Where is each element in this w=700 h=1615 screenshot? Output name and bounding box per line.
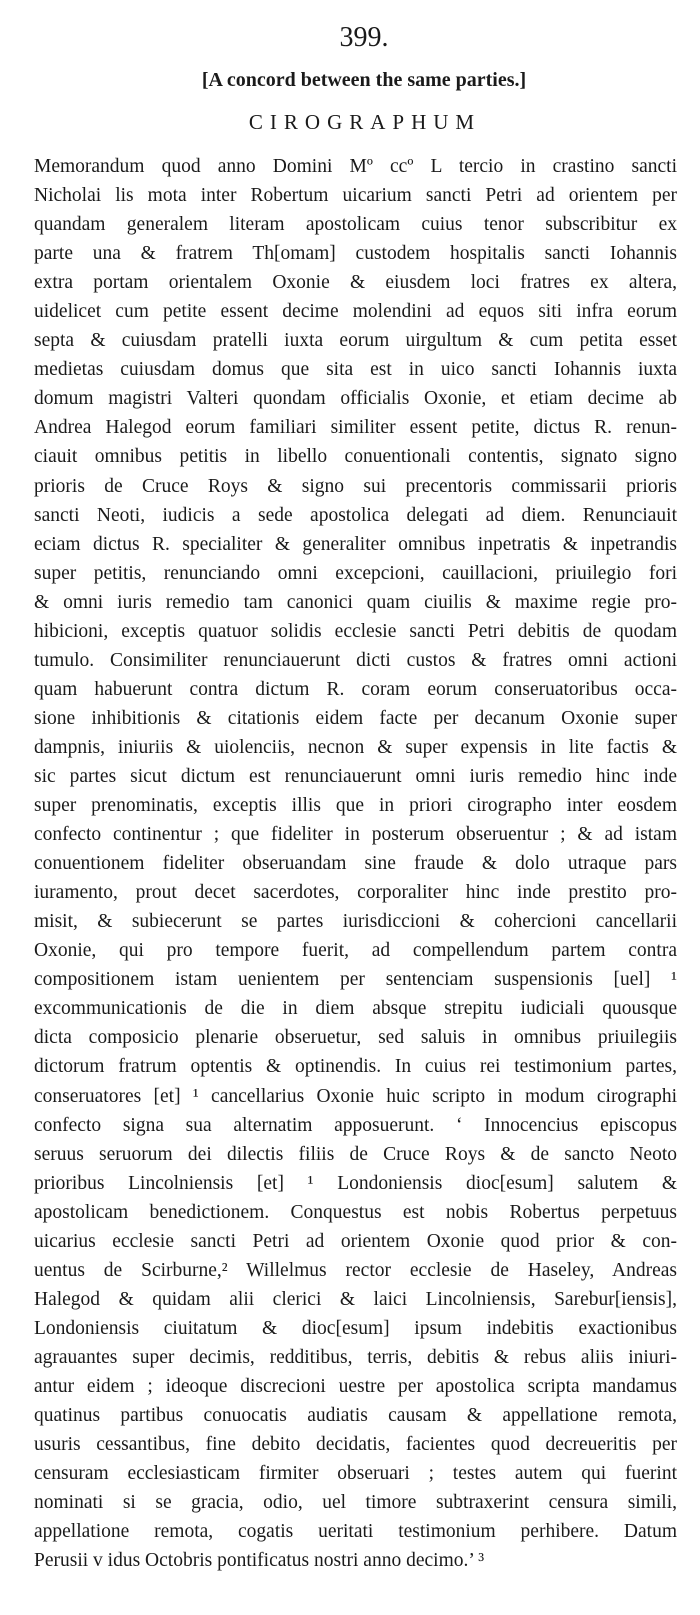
body-line: Perusii v idus Octobris pontificatus nostri anno decimo.’ ³: [34, 1550, 485, 1572]
body-line: Londoniensis ciuitatum & dioc[esum] ipsum indebitis exactionibus: [34, 1317, 677, 1339]
body-line: uidelicet cum petite essent decime molendini ad equos siti infra eorum: [34, 301, 677, 323]
body-line: Memorandum quod anno Domini Mº ccº L tercio in crastino sancti: [34, 156, 677, 177]
document-number: 399.: [339, 22, 389, 53]
document-heading: [A concord between the same parties.]: [201, 69, 527, 91]
body-line: conuentionem fideliter obseruandam sine fraude & dolo utraque pars: [34, 853, 677, 875]
body-line: usuris cessantibus, fine debito decidatis, facientes quod decreueritis per: [34, 1434, 677, 1456]
body-line: Halegod & quidam alii clerici & laici Lincolniensis, Sarebur[iensis],: [34, 1288, 677, 1310]
body-line: parte una & fratrem Th[omam] custodem hospitalis sancti Iohannis: [34, 243, 677, 265]
body-line: sancti Neoti, iudicis a sede apostolica delegati ad diem. Renunciauit: [34, 504, 677, 526]
body-line: tumulo. Consimiliter renunciauerunt dicti custos & fratres omni actioni: [34, 649, 677, 671]
body-line: ciauit omnibus petitis in libello conuentionali contentis, signato signo: [34, 446, 677, 468]
body-line: Andrea Halegod eorum familiari similiter essent petite, dictus R. renun-: [34, 417, 677, 439]
body-line: quam habuerunt contra dictum R. coram eorum conseruatoribus occa-: [34, 678, 677, 700]
body-line: super petitis, renunciando omni excepcioni, cauillacioni, priuilegio fori: [34, 562, 677, 584]
body-line: medietas cuiusdam domus que sita est in uico sancti Iohannis iuxta: [34, 359, 677, 381]
body-line: dampnis, iniuriis & uiolenciis, necnon & super expensis in lite factis &: [34, 736, 677, 758]
document-subheading: CIROGRAPHUM: [248, 110, 482, 134]
body-line: conseruatores [et] ¹ cancellarius Oxonie huic scripto in modum cirographi: [34, 1085, 677, 1107]
body-line: eciam dictus R. specialiter & generaliter omnibus inpetratis & inpetrandis: [34, 533, 677, 555]
body-line: iuramento, prout decet sacerdotes, corporaliter hinc inde prestito pro-: [34, 882, 677, 904]
body-line: dicta composicio plenarie obseruetur, sed saluis in omnibus priuilegiis: [34, 1027, 677, 1049]
body-line: antur eidem ; ideoque discrecioni uestre per apostolica scripta mandamus: [34, 1375, 677, 1397]
body-line: uicarius ecclesie sancti Petri ad orientem Oxonie quod prior & con-: [34, 1230, 677, 1252]
body-line: prioribus Lincolniensis [et] ¹ Londoniensis dioc[esum] salutem &: [34, 1172, 677, 1194]
body-line: & omni iuris remedio tam canonici quam ciuilis & maxime regie pro-: [34, 591, 677, 613]
body-line: compositionem istam uenientem per sentenciam suspensionis [uel] ¹: [34, 969, 677, 991]
body-line: seruus seruorum dei dilectis filiis de Cruce Roys & de sancto Neoto: [34, 1143, 677, 1165]
body-line: excommunicationis de die in diem absque strepitu iudiciali quousque: [34, 998, 677, 1020]
body-line: censuram ecclesiasticam firmiter obseruari ; testes autem qui fuerint: [34, 1463, 677, 1485]
body-line: sione inhibitionis & citationis eidem facte per decanum Oxonie super: [34, 707, 677, 729]
body-line: septa & cuiusdam pratelli iuxta eorum uirgultum & cum petita esset: [34, 330, 677, 352]
body-line: Nicholai lis mota inter Robertum uicarium sancti Petri ad orientem per: [34, 185, 677, 207]
body-line: confecto signa sua alternatim apposuerunt. ‘ Innocencius episcopus: [34, 1114, 677, 1136]
body-line: uentus de Scirburne,² Willelmus rector ecclesie de Haseley, Andreas: [34, 1259, 677, 1281]
body-line: agrauantes super decimis, redditibus, terris, debitis & rebus aliis iniuri-: [34, 1346, 677, 1368]
body-line: quatinus partibus conuocatis audiatis causam & appellatione remota,: [34, 1405, 677, 1427]
body-line: dictorum fratrum optentis & optinendis. In cuius rei testimonium partes,: [34, 1056, 677, 1078]
body-line: hibicioni, exceptis quatuor solidis ecclesie sancti Petri debitis de quodam: [34, 620, 677, 642]
body-line: domum magistri Valteri quondam officialis Oxonie, et etiam decime ab: [34, 388, 677, 410]
body-line: appellatione remota, cogatis ueritati testimonium perhibere. Datum: [34, 1521, 677, 1543]
body-line: quandam generalem literam apostolicam cuius tenor subscribitur ex: [34, 214, 677, 236]
body-line: super prenominatis, exceptis illis que in priori cirographo inter eosdem: [34, 795, 677, 817]
body-line: Oxonie, qui pro tempore fuerit, ad compellendum partem contra: [34, 940, 677, 962]
document-body: [34, 152, 677, 1575]
body-line: misit, & subiecerunt se partes iurisdiccioni & cohercioni cancellarii: [34, 911, 677, 933]
body-line: extra portam orientalem Oxonie & eiusdem loci fratres ex altera,: [34, 272, 677, 294]
body-line: sic partes sicut dictum est renunciauerunt omni iuris remedio hinc inde: [34, 765, 677, 787]
body-line: apostolicam benedictionem. Conquestus est nobis Robertus perpetuus: [34, 1201, 677, 1223]
body-line: prioris de Cruce Roys & signo sui precentoris commissarii prioris: [34, 475, 677, 497]
body-line: confecto continentur ; que fideliter in posterum obseruentur ; & ad istam: [34, 824, 677, 846]
body-line: nominati si se gracia, odio, uel timore subtraxerint censura simili,: [34, 1492, 677, 1514]
